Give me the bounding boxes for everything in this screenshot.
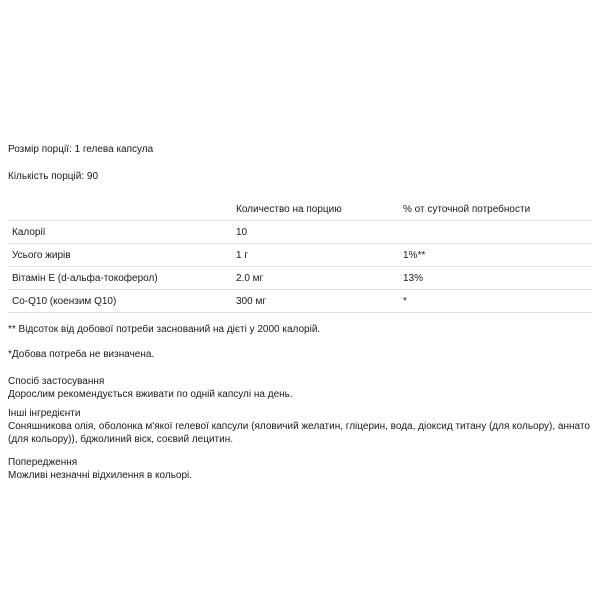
nutrient-amount: 10 [232, 221, 399, 244]
nutrient-amount: 2.0 мг [232, 267, 399, 290]
nutrient-amount: 1 г [232, 244, 399, 267]
table-header-amount: Количество на порцию [232, 198, 399, 221]
nutrient-name: Усього жирів [8, 244, 232, 267]
usage-text: Дорослим рекомендується вживати по одній капсулі на день. [8, 389, 293, 400]
nutrient-daily-value: 13% [399, 267, 592, 290]
table-row [8, 244, 592, 267]
nutrient-name: Co-Q10 (коензим Q10) [8, 290, 232, 313]
warnings-title: Попередження [8, 457, 78, 468]
ingredients-title: Інші інгредієнти [8, 408, 81, 419]
nutrient-daily-value: * [399, 290, 592, 313]
table-row [8, 221, 592, 244]
nutrient-name: Калорії [8, 221, 232, 244]
table-header-nutrient [8, 198, 232, 221]
serving-size: Розмір порції: 1 гелева капсула [8, 144, 154, 155]
usage-section [8, 375, 592, 401]
warnings-section [8, 456, 592, 482]
table-header-daily-value: % от суточной потребности [399, 198, 592, 221]
supplement-facts-document [8, 143, 592, 492]
ingredients-text: Соняшникова олія, оболонка м'якої гелевої капсули (яловичий желатин, гліцерин, вода, діоксид титану (для кольору), аннато (для кольору)), бджолиний віск, соєвий лецитин. [8, 421, 590, 445]
ingredients-section [8, 407, 592, 446]
table-row [8, 267, 592, 290]
nutrient-name: Вітамін E (d-альфа-токоферол) [8, 267, 232, 290]
nutrient-amount: 300 мг [232, 290, 399, 313]
nutrient-daily-value: 1%** [399, 244, 592, 267]
table-row [8, 290, 592, 313]
daily-value-footnote: ** Відсоток від добової потреби заснований на дієті у 2000 калорій. [8, 324, 321, 335]
usage-title: Спосіб застосування [8, 376, 105, 387]
warnings-text: Можливі незначні відхилення в кольорі. [8, 470, 193, 481]
not-established-footnote: *Добова потреба не визначена. [8, 349, 155, 360]
nutrient-daily-value [399, 221, 592, 244]
table-header-row [8, 198, 592, 221]
servings-per-container: Кількість порцій: 90 [8, 171, 99, 182]
nutrition-table [8, 198, 592, 313]
